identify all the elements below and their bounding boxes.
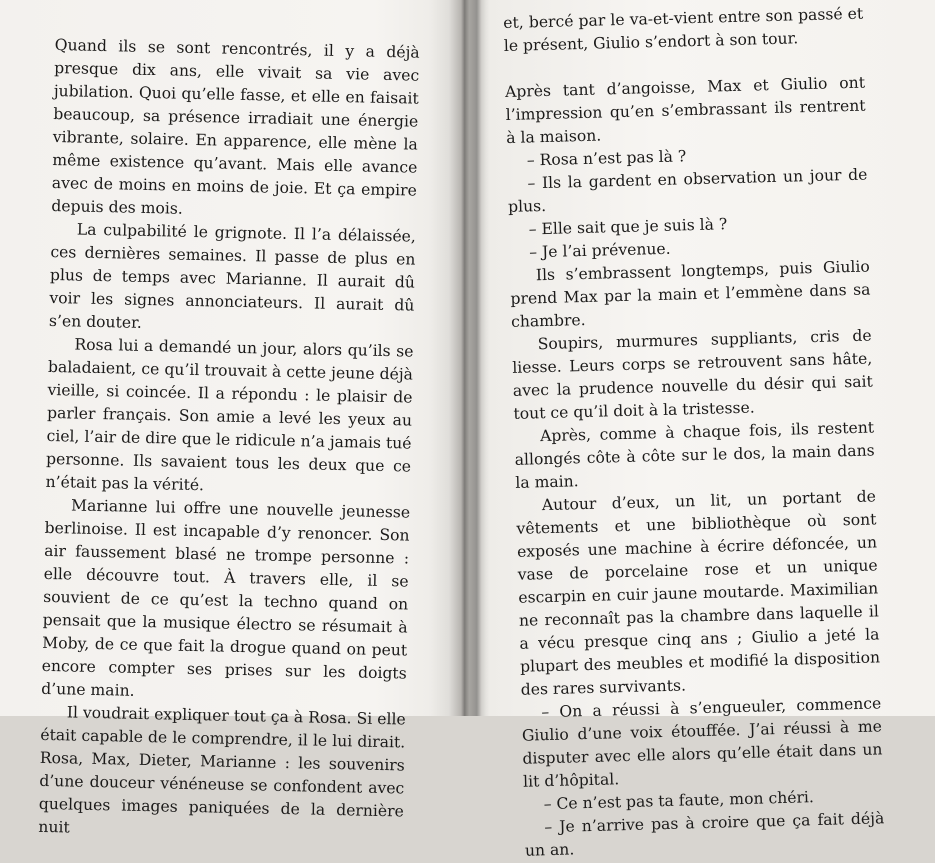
paragraph: Soupirs, murmures suppliants, cris de liesse. Leurs corps se retrouvent sans hâte, avec la prudence nouvelle du désir qui sait tout ce qu’il doit à la tristesse. <box>512 326 874 423</box>
dialogue-line: – Rosa n’est pas là ? <box>526 147 687 170</box>
paragraph: Quand ils se sont rencontrés, il y a déjà presque dix ans, elle vivait sa vie avec jubilation. Quoi qu’elle fasse, et elle en faisait beaucoup, sa présence irradiait une énergie vibrante, solaire. En apparence, elle mène la même existence qu’avant. Mais elle avance avec de moins en moins de joie. Et ça empire depuis des mois. <box>51 35 420 218</box>
dialogue-line: – Ils la gardent en observation un jour de plus. <box>507 165 868 216</box>
paragraph: La culpabilité le grignote. Il l’a délaissée, ces dernières semaines. Il passe de plus en plus de temps avec Marianne. Il aurait dû voir les signes annonciateurs. Il aurait dû s’en douter. <box>48 220 417 332</box>
paragraph: Il voudrait expliquer tout ça à Rosa. Si elle était capable de le comprendre, il le lui dirait. Rosa, Max, Dieter, Marianne : les souvenirs d’une douceur vénéneuse se confondent avec quelques images paniquées de la dernière nuit <box>38 703 406 837</box>
paragraph: Après, comme à chaque fois, ils restent allongés côte à côte sur le dos, la main dans la main. <box>514 418 875 492</box>
paragraph: Rosa lui a demandé un jour, alors qu’ils se baladaient, ce qu’il trouvait à cette jeune déjà vieille, si coincée. Il a répondu : le plaisir de parler français. Son amie a levé les yeux au ciel, l’air de dire que le ridicule n’a jamais tué personne. Ils savaient tous les deux que ce n’était pas la vérité. <box>45 335 414 495</box>
paragraph: Ils s’embrassent longtemps, puis Giulio prend Max par la main et l’emmène dans sa chambre. <box>510 257 871 331</box>
dialogue-line: – Je n’arrive pas à croire que ça fait déjà un an. <box>524 809 885 860</box>
right-page <box>503 3 885 860</box>
dialogue-line: – Elle sait que je suis là ? <box>528 215 728 239</box>
paragraph: Autour d’eux, un lit, un portant de vêtements et une bibliothèque où sont exposés une machine à écrire défoncée, un vase de porcelaine rose et un unique escarpin en cuir jaune moutarde. Maximilian ne reconnaît pas la chambre dans laquelle il a vécu presque cinq ans ; Giulio a jeté la plupart des meubles et modifié la disposition des rares survivants. <box>516 487 881 699</box>
left-page <box>38 34 420 837</box>
paragraph: et, bercé par le va-et-vient entre son passé et le présent, Giulio s’endort à son tour. <box>503 4 864 55</box>
dialogue-line: – Je l’ai prévenue. <box>529 239 671 262</box>
paragraph: Marianne lui offre une nouvelle jeunesse berlinoise. Il est incapable d’y renoncer. Son air faussement blasé ne trompe personne : elle découvre tout. À travers elle, il se souvient de ce qu’est la techno quand on pensait que la musique électro se résumait à Moby, de ce que fait la drogue quand on peut encore compter ses prises sur les doigts d’une main. <box>41 496 411 700</box>
paragraph: Après tant d’angoisse, Max et Giulio ont l’impression qu’en s’embrassant ils rentrent à la maison. <box>504 73 866 147</box>
book-gutter <box>430 0 490 716</box>
dialogue-line: – Ce n’est pas ta faute, mon chéri. <box>543 788 815 814</box>
dialogue-line: – On a réussi à s’engueuler, commence Giulio d’une voix étouffée. J’ai réussi à me disputer avec elle alors qu’elle était dans un lit d’hôpital. <box>521 694 883 791</box>
